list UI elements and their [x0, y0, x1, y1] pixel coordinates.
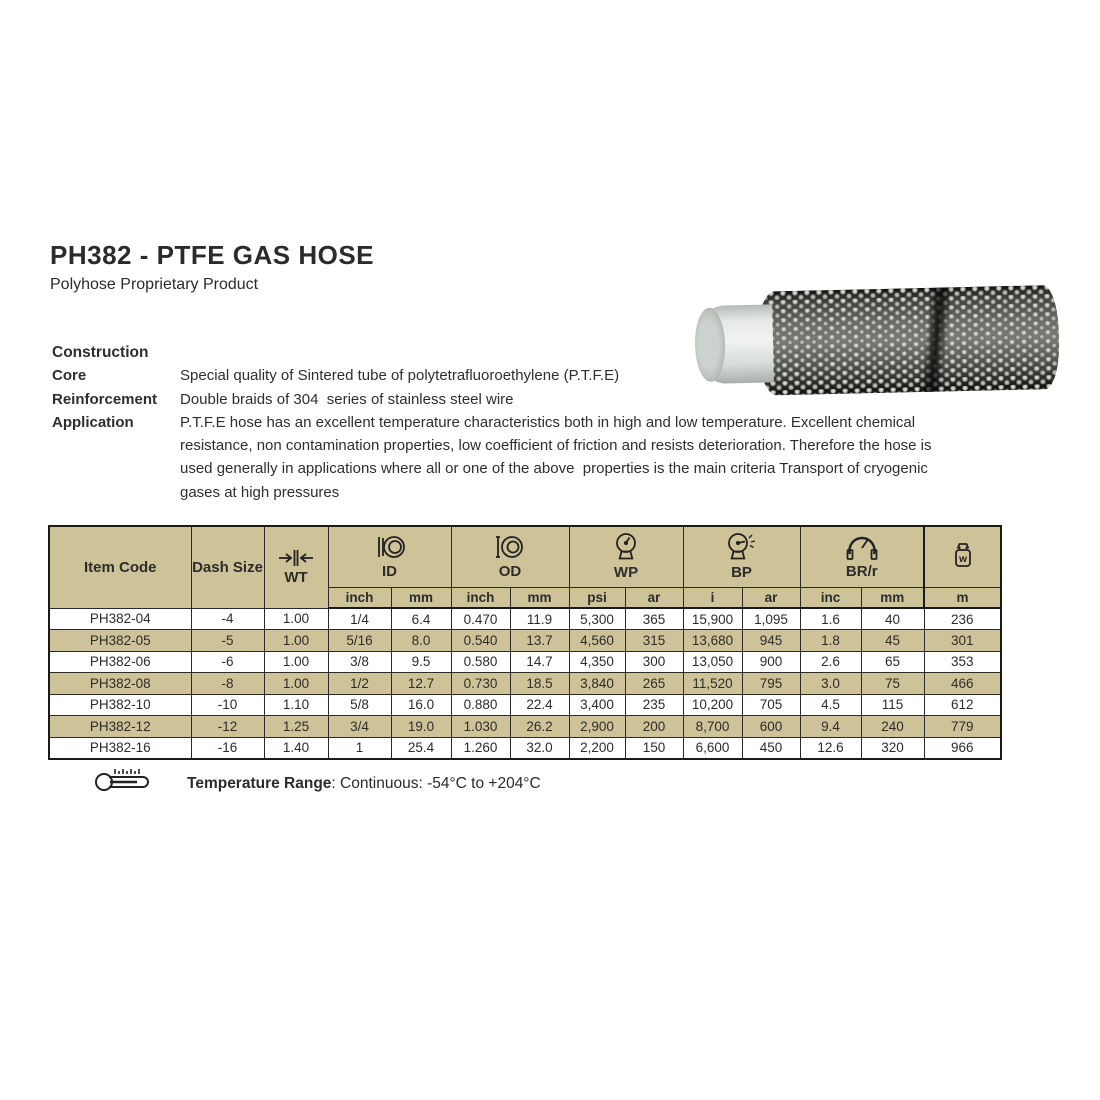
svg-text:w: w	[958, 553, 967, 565]
unit-wp-bar: ar	[625, 587, 683, 608]
table-cell: 5/8	[328, 694, 391, 716]
br-label: BR/r	[845, 563, 878, 581]
table-cell: 3/8	[328, 651, 391, 673]
unit-bp-psi: i	[683, 587, 742, 608]
table-cell: PH382-08	[49, 673, 191, 695]
table-cell: 900	[742, 651, 800, 673]
table-row	[49, 737, 1001, 759]
hose-ptfe-tube-end	[694, 304, 774, 384]
table-cell: 1.40	[264, 737, 328, 759]
table-cell: 1.030	[451, 716, 510, 738]
page-subtitle: Polyhose Proprietary Product	[50, 276, 259, 293]
table-cell: 2,200	[569, 737, 625, 759]
hose-braid	[756, 285, 1060, 396]
hose-braid-seam	[756, 285, 1060, 396]
bend-radius-icon	[844, 533, 880, 561]
table-cell: PH382-10	[49, 694, 191, 716]
weight-per-metre-icon	[950, 540, 976, 574]
table-cell: 18.5	[510, 673, 569, 695]
temperature-note	[93, 765, 541, 802]
table-cell: 15,900	[683, 608, 742, 630]
table-cell: PH382-16	[49, 737, 191, 759]
wp-label: WP	[613, 564, 639, 582]
table-cell: 1.6	[800, 608, 861, 630]
unit-od-inch: inch	[451, 587, 510, 608]
table-cell: 45	[861, 630, 924, 652]
table-cell: 4.5	[800, 694, 861, 716]
temperature-text	[187, 775, 541, 793]
col-header-od	[451, 526, 569, 587]
table-cell: -5	[191, 630, 264, 652]
application-label: Application	[52, 413, 134, 431]
table-cell: 612	[924, 694, 1001, 716]
table-row	[49, 630, 1001, 652]
table-cell: 1.25	[264, 716, 328, 738]
table-cell: -4	[191, 608, 264, 630]
table-cell: 3/4	[328, 716, 391, 738]
table-cell: 2.6	[800, 651, 861, 673]
table-cell: -12	[191, 716, 264, 738]
table-cell: 0.470	[451, 608, 510, 630]
table-cell: 1.00	[264, 651, 328, 673]
col-header-wt	[264, 526, 328, 608]
table-cell: 3,840	[569, 673, 625, 695]
table-cell: -10	[191, 694, 264, 716]
table-cell: PH382-06	[49, 651, 191, 673]
col-header-item-code: Item Code	[49, 526, 191, 608]
bp-label: BP	[731, 564, 752, 582]
table-cell: 19.0	[391, 716, 451, 738]
specification-table	[48, 525, 1002, 760]
table-cell: 1	[328, 737, 391, 759]
table-cell: 5/16	[328, 630, 391, 652]
table-cell: 1.00	[264, 630, 328, 652]
table-cell: 14.7	[510, 651, 569, 673]
table-cell: 9.5	[391, 651, 451, 673]
table-cell: 13,050	[683, 651, 742, 673]
table-cell: 11.9	[510, 608, 569, 630]
table-cell: 235	[625, 694, 683, 716]
table-cell: 150	[625, 737, 683, 759]
table-cell: 365	[625, 608, 683, 630]
table-cell: 25.4	[391, 737, 451, 759]
table-cell: -16	[191, 737, 264, 759]
table-cell: 3,400	[569, 694, 625, 716]
table-cell: 1.00	[264, 608, 328, 630]
table-cell: 8,700	[683, 716, 742, 738]
spec-table-header	[49, 526, 1001, 608]
temperature-label: Temperature Range	[187, 774, 332, 792]
table-cell: 10,200	[683, 694, 742, 716]
table-row	[49, 694, 1001, 716]
table-cell: 5,300	[569, 608, 625, 630]
col-header-bp	[683, 526, 800, 587]
table-cell: 4,350	[569, 651, 625, 673]
table-cell: 466	[924, 673, 1001, 695]
table-cell: 779	[924, 716, 1001, 738]
unit-br-inch: inc	[800, 587, 861, 608]
table-cell: 945	[742, 630, 800, 652]
col-header-id	[328, 526, 451, 587]
burst-pressure-gauge-icon	[725, 532, 759, 562]
table-cell: 0.540	[451, 630, 510, 652]
reinforcement-text: Double braids of 304 series of stainless steel wire	[180, 390, 514, 408]
table-cell: 13.7	[510, 630, 569, 652]
table-cell: 0.730	[451, 673, 510, 695]
core-text: Special quality of Sintered tube of polytetrafluoroethylene (P.T.F.E)	[180, 367, 620, 385]
table-cell: 240	[861, 716, 924, 738]
table-cell: 200	[625, 716, 683, 738]
table-cell: PH382-04	[49, 608, 191, 630]
table-cell: 4,560	[569, 630, 625, 652]
table-cell: 2,900	[569, 716, 625, 738]
table-cell: 1.00	[264, 673, 328, 695]
od-label: OD	[498, 563, 522, 581]
table-row	[49, 651, 1001, 673]
id-label: ID	[382, 563, 397, 581]
unit-weight-m: m	[924, 587, 1001, 608]
table-cell: 115	[861, 694, 924, 716]
table-row	[49, 608, 1001, 630]
inner-diameter-icon	[372, 533, 408, 561]
col-header-weight	[924, 526, 1001, 587]
table-cell: 966	[924, 737, 1001, 759]
construction-heading: Construction	[52, 344, 149, 361]
core-label: Core	[52, 367, 87, 385]
table-cell: 1/4	[328, 608, 391, 630]
table-cell: 0.580	[451, 651, 510, 673]
table-cell: 795	[742, 673, 800, 695]
spec-table-body	[49, 608, 1001, 759]
table-cell: 32.0	[510, 737, 569, 759]
table-cell: 6.4	[391, 608, 451, 630]
table-cell: PH382-12	[49, 716, 191, 738]
unit-br-mm: mm	[861, 587, 924, 608]
table-cell: 0.880	[451, 694, 510, 716]
col-header-dash-size: Dash Size	[191, 526, 264, 608]
table-cell: 320	[861, 737, 924, 759]
thermometer-icon	[93, 765, 151, 802]
wall-thickness-arrows-icon	[277, 549, 315, 567]
page-title: PH382 - PTFE GAS HOSE	[50, 240, 375, 270]
table-cell: 3.0	[800, 673, 861, 695]
table-cell: 12.6	[800, 737, 861, 759]
table-cell: 600	[742, 716, 800, 738]
table-row	[49, 716, 1001, 738]
table-cell: 9.4	[800, 716, 861, 738]
unit-id-mm: mm	[391, 587, 451, 608]
table-cell: 12.7	[391, 673, 451, 695]
table-cell: 353	[924, 651, 1001, 673]
product-photo-hose	[694, 285, 1060, 397]
table-cell: 1/2	[328, 673, 391, 695]
table-cell: 40	[861, 608, 924, 630]
table-cell: 8.0	[391, 630, 451, 652]
application-text: P.T.F.E hose has an excellent temperature characteristics both in high and low temperature. Excellent chemical resistance, non contamination properties, low coefficient of friction and resists deterioration. Therefore the hose is used generally in applications where all or one of the above properties is the main criteria Transport of cryogenic gases at high pressures	[180, 413, 936, 501]
outer-diameter-icon	[492, 533, 528, 561]
table-cell: 300	[625, 651, 683, 673]
table-cell: 1,095	[742, 608, 800, 630]
table-cell: 1.260	[451, 737, 510, 759]
unit-od-mm: mm	[510, 587, 569, 608]
table-cell: 65	[861, 651, 924, 673]
wt-label: WT	[284, 568, 308, 586]
unit-bp-bar: ar	[742, 587, 800, 608]
construction-row-application	[52, 411, 952, 504]
table-cell: 13,680	[683, 630, 742, 652]
table-cell: 450	[742, 737, 800, 759]
unit-wp-psi: psi	[569, 587, 625, 608]
table-cell: 26.2	[510, 716, 569, 738]
pressure-gauge-icon	[611, 532, 641, 562]
col-header-br	[800, 526, 924, 587]
table-cell: 6,600	[683, 737, 742, 759]
reinforcement-label: Reinforcement	[52, 390, 158, 408]
table-cell: PH382-05	[49, 630, 191, 652]
col-header-wp	[569, 526, 683, 587]
table-row	[49, 673, 1001, 695]
table-cell: 22.4	[510, 694, 569, 716]
table-cell: -8	[191, 673, 264, 695]
table-cell: 265	[625, 673, 683, 695]
table-cell: 16.0	[391, 694, 451, 716]
table-cell: -6	[191, 651, 264, 673]
temperature-value: : Continuous: -54°C to +204°C	[331, 774, 541, 792]
table-cell: 75	[861, 673, 924, 695]
table-cell: 315	[625, 630, 683, 652]
table-cell: 11,520	[683, 673, 742, 695]
unit-id-inch: inch	[328, 587, 391, 608]
table-cell: 705	[742, 694, 800, 716]
table-cell: 236	[924, 608, 1001, 630]
table-cell: 1.10	[264, 694, 328, 716]
table-cell: 301	[924, 630, 1001, 652]
table-cell: 1.8	[800, 630, 861, 652]
